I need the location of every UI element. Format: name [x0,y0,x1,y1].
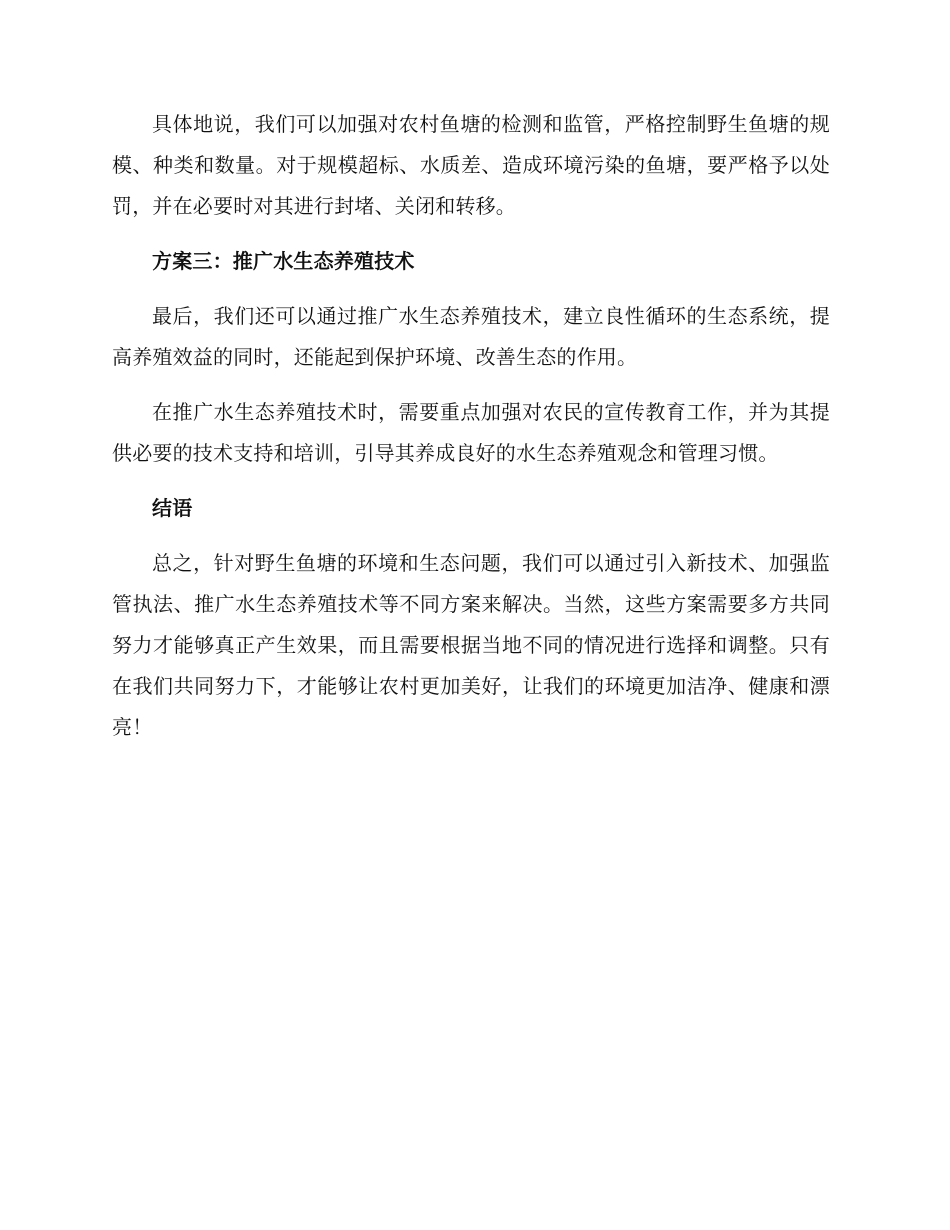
section-heading-conclusion: 结语 [152,496,193,520]
paragraph-supervision-detail: 具体地说，我们可以加强对农村鱼塘的检测和监管，严格控制野生鱼塘的规模、种类和数量。对于规模超标、水质差、造成环境污染的鱼塘，要严格予以处罚，并在必要时对其进行封堵、关闭和转移。 [112,112,830,218]
section-heading-plan-three: 方案三：推广水生态养殖技术 [152,249,415,273]
document-page [112,104,830,762]
paragraph-ecological-farming: 最后，我们还可以通过推广水生态养殖技术，建立良性循环的生态系统，提高养殖效益的同时，还能起到保护环境、改善生态的作用。 [112,304,830,369]
paragraph-conclusion: 总之，针对野生鱼塘的环境和生态问题，我们可以通过引入新技术、加强监管执法、推广水生态养殖技术等不同方案来解决。当然，这些方案需要多方共同努力才能够真正产生效果，而且需要根据当地不同的情况进行选择和调整。只有在我们共同努力下，才能够让农村更加美好，让我们的环境更加洁净、健康和漂亮！ [112,551,830,739]
paragraph-farmer-education: 在推广水生态养殖技术时，需要重点加强对农民的宣传教育工作，并为其提供必要的技术支持和培训，引导其养成良好的水生态养殖观念和管理习惯。 [112,400,830,465]
